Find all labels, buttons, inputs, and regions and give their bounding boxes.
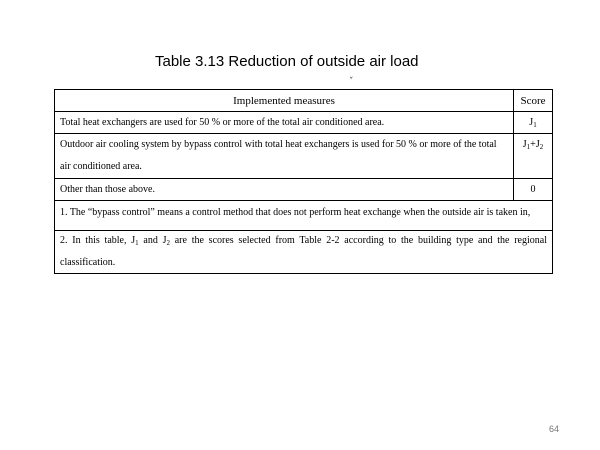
table-row [55, 112, 553, 134]
measure-cell: Other than those above. [55, 179, 514, 201]
header-measures: Implemented measures [55, 90, 514, 112]
note-row [55, 201, 553, 231]
note-1: 1. The “bypass control” means a control method that does not perform heat exchange when the outside air is taken in, [55, 201, 553, 231]
measure-cell: Outdoor air cooling system by bypass control with total heat exchangers is used for 50 % or more of the total air conditioned area. [55, 134, 514, 179]
outside-air-load-table [54, 89, 553, 274]
caret-mark: ˇ [349, 77, 354, 87]
measure-cell: Total heat exchangers are used for 50 % or more of the total air conditioned area. [55, 112, 514, 134]
header-score: Score [514, 90, 553, 112]
score-cell: $J_1$ [514, 112, 553, 134]
score-cell: $J_1+J_2$ [514, 134, 553, 179]
note-2: 2. In this table, $J_1$ and $J_2$ are the scores selected from Table 2-2 according to the building type and the regional classification. [55, 231, 553, 274]
score-cell: 0 [514, 179, 553, 201]
note-row [55, 231, 553, 274]
table-header-row [55, 90, 553, 112]
table-row [55, 134, 553, 179]
table-title: Table 3.13 Reduction of outside air load [155, 53, 419, 70]
table-row [55, 179, 553, 201]
page-number: 64 [549, 424, 560, 434]
